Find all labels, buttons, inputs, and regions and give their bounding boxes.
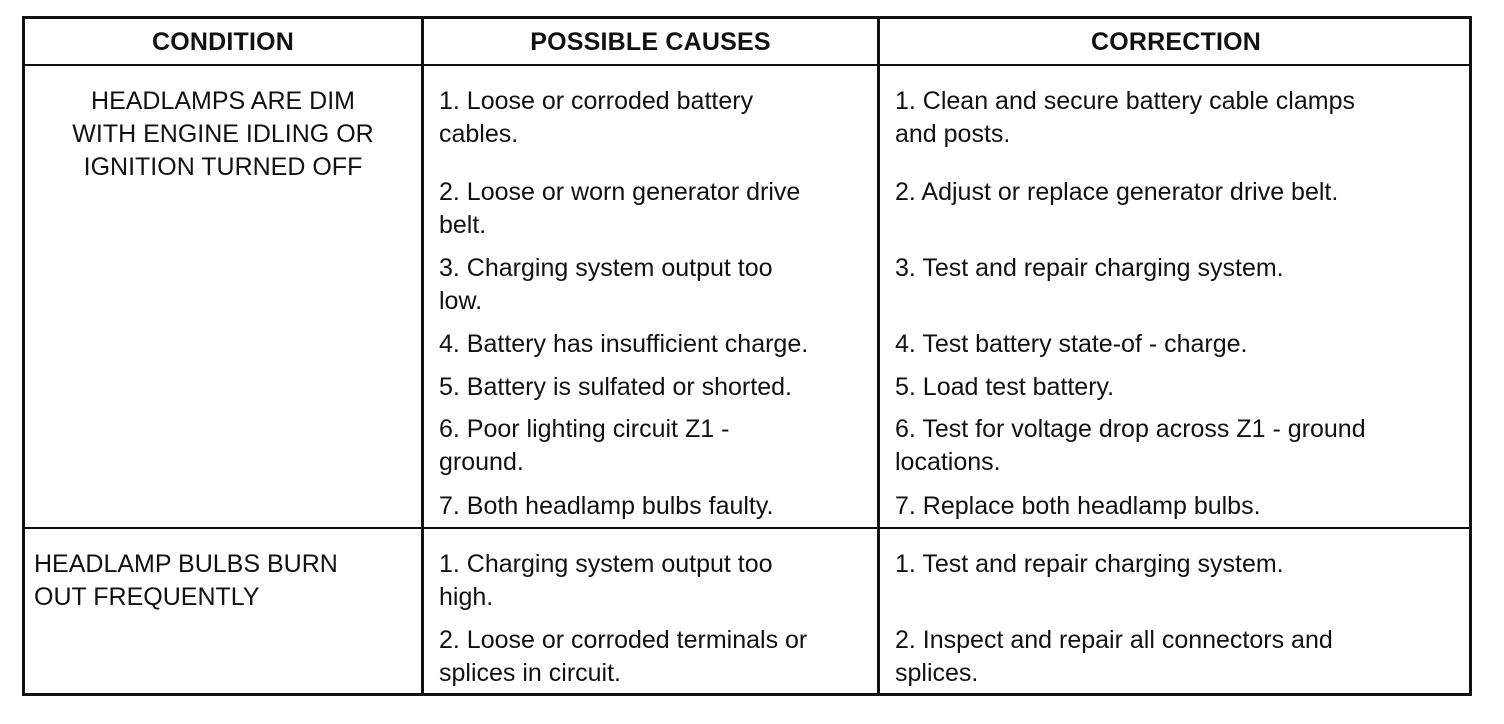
correction-item: 2. Adjust or replace generator drive belt. [895,178,1339,206]
header-correction: CORRECTION [1090,27,1262,56]
column-divider [877,19,880,693]
correction-item: 6. Test for voltage drop across Z1 - ground locations. [895,415,1366,476]
header-condition: CONDITION [151,27,295,56]
column-divider [421,19,424,693]
condition-bulbs-burn-out: HEADLAMP BULBS BURN OUT FREQUENTLY [34,550,338,611]
cause-item: 1. Charging system output too high. [439,550,773,611]
correction-item: 2. Inspect and repair all connectors and splices. [895,626,1333,687]
cause-item: 4. Battery has insufficient charge. [439,330,809,358]
correction-item: 3. Test and repair charging system. [895,254,1284,282]
cause-item: 6. Poor lighting circuit Z1 - ground. [439,415,730,476]
cause-item: 2. Loose or corroded terminals or splices in circuit. [439,626,808,687]
correction-item: 5. Load test battery. [895,373,1115,401]
condition-dim-headlamps: HEADLAMPS ARE DIM WITH ENGINE IDLING OR IGNITION TURNED OFF [72,87,374,181]
correction-item: 7. Replace both headlamp bulbs. [895,492,1261,520]
cause-item: 7. Both headlamp bulbs faulty. [439,492,774,520]
cause-item: 5. Battery is sulfated or shorted. [439,373,792,401]
cause-item: 1. Loose or corroded battery cables. [439,87,754,148]
diagnosis-table [22,16,1472,696]
correction-item: 1. Test and repair charging system. [895,550,1284,578]
cause-item: 3. Charging system output too low. [439,254,773,315]
cause-item: 2. Loose or worn generator drive belt. [439,178,801,239]
row-divider [25,527,1469,529]
correction-item: 4. Test battery state-of - charge. [895,330,1248,358]
correction-item: 1. Clean and secure battery cable clamps and posts. [895,87,1355,148]
header-possible-causes: POSSIBLE CAUSES [530,27,771,56]
